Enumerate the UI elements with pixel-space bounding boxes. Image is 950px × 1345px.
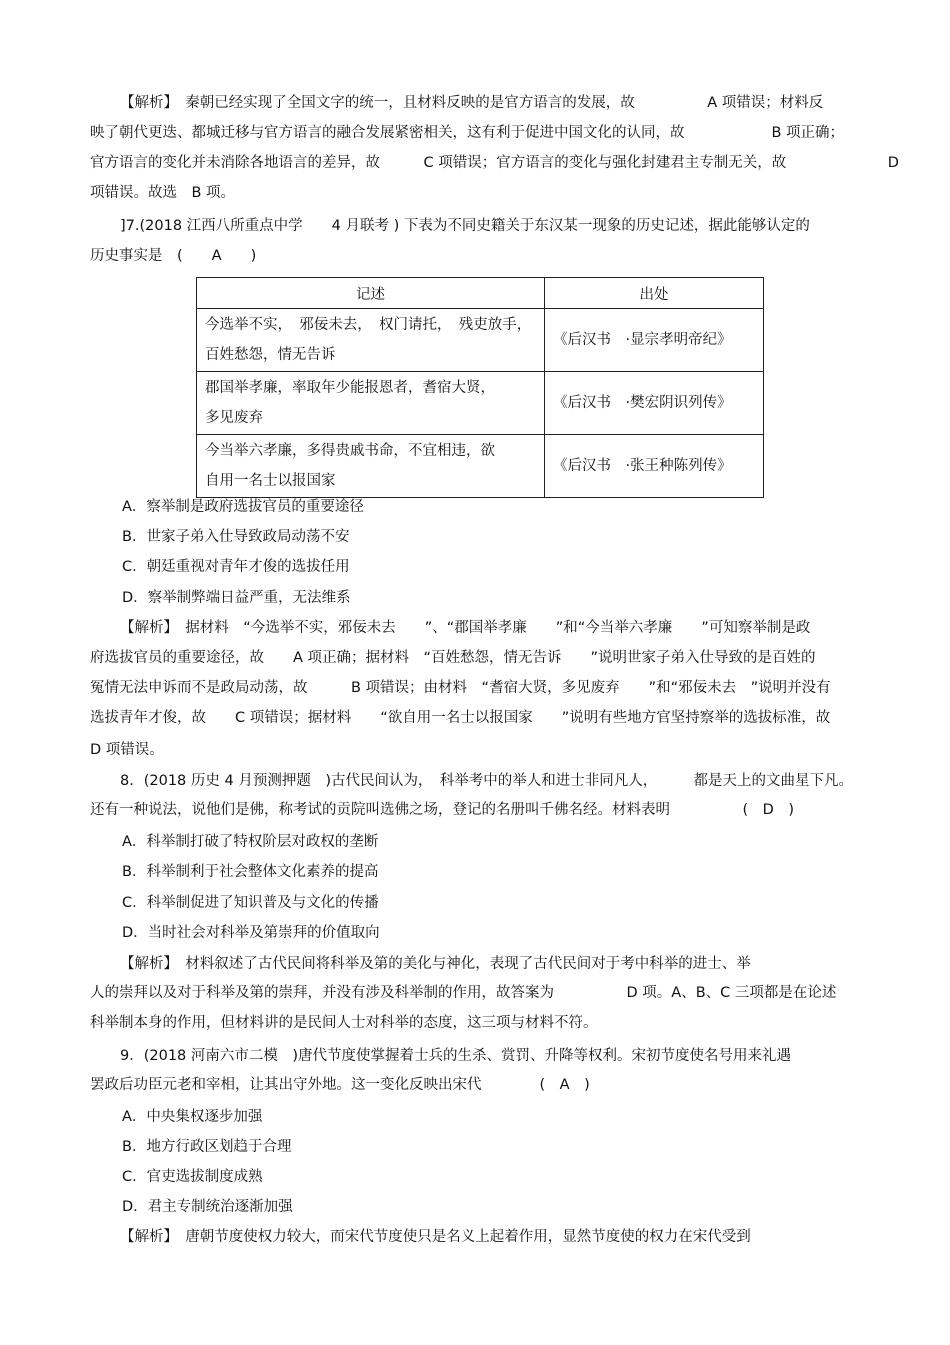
question-9-option-a: A．中央集权逐步加强 — [122, 1109, 263, 1125]
table-header-row — [197, 278, 764, 309]
question-9-stem-line-1: 9．(2018 河南六市二模 )唐代节度使掌握着士兵的生杀、赏罚、升降等权利。宋初节度使名号用来礼遇 — [120, 1048, 792, 1064]
analysis-q7-line-5: D 项错误。 — [90, 742, 164, 758]
record-line: 今当举六孝廉，多得贵戚书命，不宜相违，欲 — [205, 443, 495, 459]
analysis-q7-line-1: 【解析】 据材料 “今选举不实，邪佞未去 ”、“郡国举孝廉 ”和“今当举六孝廉 ”可知察举制是政 — [120, 620, 811, 636]
analysis-q7-line-3: 冤情无法申诉而不是政局动荡，故 B 项错误；由材料 “耆宿大贤，多见废弃 ”和“邪佞未去 ”说明并没有 — [90, 680, 831, 696]
record-line: 百姓愁怨，情无告诉 — [205, 347, 336, 363]
question-8-stem-line-2: 还有一种说法，说他们是佛，称考试的贡院叫选佛之场，登记的名册叫千佛名经。材料表明 ( D ) — [90, 802, 794, 818]
question-8-option-a: A．科举制打破了特权阶层对政权的垄断 — [122, 834, 379, 850]
table-cell-source: 《后汉书 ·张王种陈列传》 — [545, 435, 764, 498]
question-8-option-d: D．当时社会对科举及第崇拜的价值取向 — [122, 925, 380, 941]
table-row — [197, 372, 764, 435]
table-row — [197, 309, 764, 372]
table-cell-record — [197, 309, 545, 372]
analysis-q8-line-2: 人的崇拜以及对于科举及第的崇拜，并没有涉及科举制的作用，故答案为 D 项。A、B、C 三项都是在论述 — [90, 985, 837, 1001]
analysis-q6-line-3: 官方语言的变化并未消除各地语言的差异，故 C 项错误；官方语言的变化与强化封建君主专制无关，故 D — [90, 155, 899, 171]
question-9-stem-line-2: 罢政后功臣元老和宰相，让其出守外地。这一变化反映出宋代 ( A ) — [90, 1077, 590, 1093]
record-line: 今选举不实， 邪佞未去， 权门请托， 残吏放手， — [205, 317, 532, 333]
question-7-option-b: B．世家子弟入仕导致政局动荡不安 — [122, 529, 350, 545]
question-7-stem-line-2: 历史事实是 ( A ) — [90, 248, 257, 264]
question-8-stem-line-1: 8．(2018 历史 4 月预测押题 )古代民间认为， 科举考中的举人和进士非同凡人， 都是天上的文曲星下凡。 — [120, 773, 853, 789]
question-8-option-c: C．科举制促进了知识普及与文化的传播 — [122, 895, 379, 911]
table-header-source: 出处 — [545, 278, 764, 309]
question-7-stem-line-1: ]7.(2018 江西八所重点中学 4 月联考 ) 下表为不同史籍关于东汉某一现象的历史记述，据此能够认定的 — [120, 218, 810, 234]
question-9-option-c: C．官吏选拔制度成熟 — [122, 1169, 263, 1185]
analysis-q7-line-2: 府选拔官员的重要途径，故 A 项正确；据材料 “百姓愁怨，情无告诉 ”说明世家子弟入仕导致的是百姓的 — [90, 650, 816, 666]
analysis-q6-line-1: 【解析】 秦朝已经实现了全国文字的统一，且材料反映的是官方语言的发展，故 A 项错误；材料反 — [120, 95, 824, 111]
analysis-q6-line-4: 项错误。故选 B 项。 — [90, 185, 236, 201]
record-line: 自用一名士以报国家 — [205, 473, 336, 489]
question-7-option-c: C．朝廷重视对青年才俊的选拔任用 — [122, 559, 350, 575]
table-header-record: 记述 — [197, 278, 545, 309]
question-7-option-a: A．察举制是政府选拔官员的重要途径 — [122, 499, 364, 515]
analysis-q6-line-2: 映了朝代更迭、都城迁移与官方语言的融合发展紧密相关，这有利于促进中国文化的认同，故 B 项正确； — [90, 125, 845, 141]
table-cell-record — [197, 372, 545, 435]
table-cell-source: 《后汉书 ·显宗孝明帝纪》 — [545, 309, 764, 372]
analysis-q8-line-1: 【解析】 材料叙述了古代民间将科举及第的美化与神化，表现了古代民间对于考中科举的进士、举 — [120, 956, 751, 972]
analysis-q8-line-3: 科举制本身的作用，但材料讲的是民间人士对科举的态度，这三项与材料不符。 — [90, 1015, 598, 1031]
question-7-option-d: D．察举制弊端日益严重，无法维系 — [122, 590, 351, 606]
table-row — [197, 435, 764, 498]
analysis-q7-line-4: 选拔青年才俊，故 C 项错误；据材料 “欲自用一名士以报国家 ”说明有些地方官坚持察举的选拔标准，故 — [90, 710, 831, 726]
table-cell-source: 《后汉书 ·樊宏阴识列传》 — [545, 372, 764, 435]
analysis-q9-line-1: 【解析】 唐朝节度使权力较大，而宋代节度使只是名义上起着作用，显然节度使的权力在宋代受到 — [120, 1229, 751, 1245]
question-9-option-b: B．地方行政区划趋于合理 — [122, 1139, 292, 1155]
table-cell-record — [197, 435, 545, 498]
question-8-option-b: B．科举制利于社会整体文化素养的提高 — [122, 864, 379, 880]
record-line: 多见废弃 — [205, 410, 263, 426]
record-line: 郡国举孝廉，率取年少能报恩者，耆宿大贤， — [205, 380, 495, 396]
historical-records-table — [196, 277, 764, 498]
question-9-option-d: D．君主专制统治逐渐加强 — [122, 1199, 293, 1215]
